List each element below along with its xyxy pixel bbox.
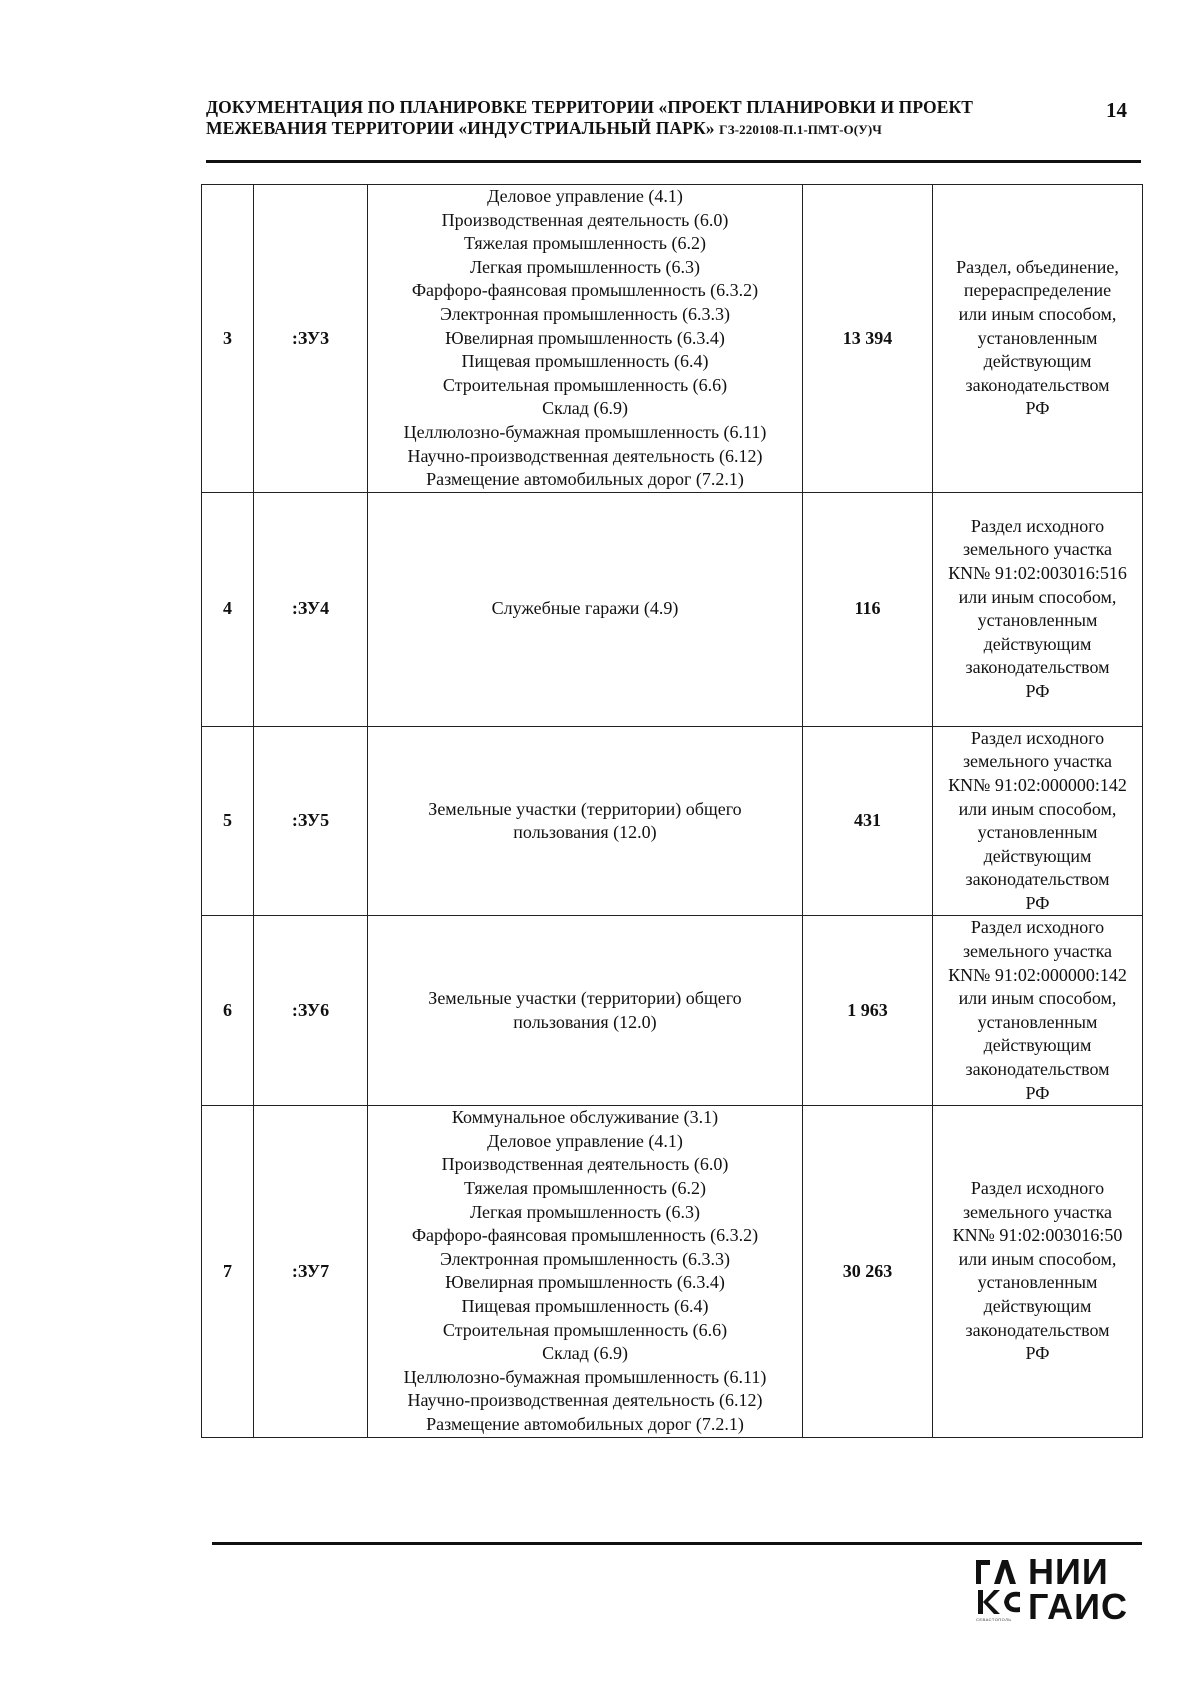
row-number: 7: [202, 1106, 254, 1437]
formation-method-line: установленным: [977, 1011, 1098, 1032]
land-plots-table-body: [202, 185, 1143, 1438]
permitted-use-list: [368, 726, 803, 916]
plot-area: 116: [803, 492, 933, 726]
logo-text: [1028, 1551, 1129, 1627]
plot-area: 30 263: [803, 1106, 933, 1437]
formation-method-line: РФ: [1025, 398, 1050, 419]
formation-method-line: земельного участка: [962, 941, 1113, 962]
page-number: 14: [1106, 98, 1127, 122]
permitted-use-item: Склад (6.9): [542, 398, 628, 419]
permitted-use-item: Ювелирная промышленность (6.3.4): [445, 327, 725, 348]
plot-code: :ЗУ3: [254, 185, 368, 493]
logo-text-bottom: ГАИС: [1028, 1586, 1129, 1627]
formation-method-line: законодательством: [965, 374, 1110, 395]
plot-code: :ЗУ6: [254, 916, 368, 1106]
formation-method: [933, 726, 1143, 916]
permitted-use-item: Научно-производственная деятельность (6.12): [407, 445, 763, 466]
formation-method-line: установленным: [977, 610, 1098, 631]
formation-method-line: КN№ 91:02:003016:516: [948, 563, 1127, 584]
table-row: [202, 492, 1143, 726]
formation-method-line: КN№ 91:02:003016:50: [952, 1225, 1123, 1246]
formation-method-line: Раздел исходного: [970, 727, 1105, 748]
formation-method-line: установленным: [977, 822, 1098, 843]
formation-method: [933, 185, 1143, 493]
formation-method-line: перераспределение: [963, 280, 1112, 301]
formation-method-line: законодательством: [965, 657, 1110, 678]
permitted-use-item: Деловое управление (4.1): [487, 1130, 683, 1151]
formation-method-line: или иным способом,: [958, 988, 1117, 1009]
formation-method-line: земельного участка: [962, 751, 1113, 772]
footer-divider: [212, 1542, 1142, 1545]
permitted-use-item: Склад (6.9): [542, 1343, 628, 1364]
table-row: [202, 916, 1143, 1106]
formation-method: [933, 916, 1143, 1106]
permitted-use-list: [368, 1106, 803, 1437]
header-divider: [206, 160, 1141, 163]
formation-method-line: земельного участка: [962, 539, 1113, 560]
table-row: [202, 185, 1143, 493]
permitted-use-item: Земельные участки (территории) общего: [428, 988, 742, 1009]
formation-method-line: или иным способом,: [958, 798, 1117, 819]
permitted-use-item: Деловое управление (4.1): [487, 186, 683, 206]
formation-method-line: КN№ 91:02:000000:142: [948, 774, 1127, 795]
document-title-line-1: ДОКУМЕНТАЦИЯ ПО ПЛАНИРОВКЕ ТЕРРИТОРИИ «ПРОЕКТ ПЛАНИРОВКИ И ПРОЕКТ: [206, 97, 974, 117]
formation-method-line: РФ: [1025, 892, 1050, 913]
permitted-use-item: Ювелирная промышленность (6.3.4): [445, 1272, 725, 1293]
page-header: [206, 97, 1106, 140]
formation-method-line: действующим: [983, 351, 1092, 372]
formation-method-line: Раздел исходного: [970, 1178, 1105, 1198]
formation-method: [933, 1106, 1143, 1437]
table-row: [202, 1106, 1143, 1437]
permitted-use-item: Фарфоро-фаянсовая промышленность (6.3.2): [411, 1225, 759, 1246]
permitted-use-item: Строительная промышленность (6.6): [442, 374, 728, 395]
permitted-use-item: Служебные гаражи (4.9): [491, 598, 679, 619]
plot-area: 431: [803, 726, 933, 916]
logo-text-top: НИИ: [1028, 1551, 1109, 1592]
permitted-use-item: Электронная промышленность (6.3.3): [439, 303, 731, 324]
permitted-use-list: [368, 492, 803, 726]
document-title-line-2: [206, 118, 1106, 140]
permitted-use-item: Производственная деятельность (6.0): [441, 209, 729, 230]
permitted-use-item: Тяжелая промышленность (6.2): [464, 1178, 706, 1198]
row-number: 4: [202, 492, 254, 726]
permitted-use-item: Пищевая промышленность (6.4): [461, 1295, 709, 1316]
permitted-use-item: Тяжелая промышленность (6.2): [464, 233, 706, 254]
permitted-use-item: Земельные участки (территории) общего: [428, 798, 742, 819]
permitted-use-item: пользования (12.0): [513, 1011, 657, 1032]
formation-method-line: РФ: [1025, 1343, 1050, 1364]
permitted-use-item: Электронная промышленность (6.3.3): [439, 1248, 731, 1269]
permitted-use-item: Размещение автомобильных дорог (7.2.1): [426, 469, 744, 490]
plot-area: 13 394: [803, 185, 933, 493]
permitted-use-item: Производственная деятельность (6.0): [441, 1154, 729, 1175]
plot-code: :ЗУ4: [254, 492, 368, 726]
permitted-use-item: Коммунальное обслуживание (3.1): [451, 1107, 719, 1128]
formation-method-line: КN№ 91:02:000000:142: [948, 964, 1127, 985]
formation-method-line: Раздел, объединение,: [956, 256, 1119, 277]
plot-code: :ЗУ7: [254, 1106, 368, 1437]
formation-method-line: действующим: [983, 1295, 1092, 1316]
row-number: 3: [202, 185, 254, 493]
permitted-use-item: Целлюлозно-бумажная промышленность (6.11): [403, 1366, 767, 1387]
document-title-line-2-text: МЕЖЕВАНИЯ ТЕРРИТОРИИ «ИНДУСТРИАЛЬНЫЙ ПАРК»: [206, 118, 720, 138]
formation-method-line: законодательством: [965, 1059, 1110, 1080]
plot-area: 1 963: [803, 916, 933, 1106]
nii-gais-logo: [976, 1551, 1146, 1627]
permitted-use-item: Строительная промышленность (6.6): [442, 1319, 728, 1340]
formation-method-line: или иным способом,: [958, 303, 1117, 324]
permitted-use-item: Фарфоро-фаянсовая промышленность (6.3.2): [411, 280, 759, 301]
permitted-use-item: Размещение автомобильных дорог (7.2.1): [426, 1413, 744, 1434]
logo-subtitle: СЕВАСТОПОЛЬ: [976, 1617, 1012, 1622]
formation-method-line: или иным способом,: [958, 1248, 1117, 1269]
formation-method-line: законодательством: [965, 1319, 1110, 1340]
formation-method-line: Раздел исходного: [970, 917, 1105, 938]
permitted-use-list: [368, 916, 803, 1106]
table-row: [202, 726, 1143, 916]
permitted-use-item: Пищевая промышленность (6.4): [461, 351, 709, 372]
row-number: 5: [202, 726, 254, 916]
formation-method-line: установленным: [977, 1272, 1098, 1293]
row-number: 6: [202, 916, 254, 1106]
formation-method: [933, 492, 1143, 726]
logo-mark-icon: [976, 1558, 1022, 1616]
plot-code: :ЗУ5: [254, 726, 368, 916]
permitted-use-item: Целлюлозно-бумажная промышленность (6.11): [403, 421, 767, 442]
formation-method-line: действующим: [983, 845, 1092, 866]
formation-method-line: РФ: [1025, 681, 1050, 701]
formation-method-line: Раздел исходного: [970, 515, 1105, 536]
formation-method-line: или иным способом,: [958, 586, 1117, 607]
formation-method-line: установленным: [977, 327, 1098, 348]
formation-method-line: действующим: [983, 633, 1092, 654]
land-plots-table: [201, 184, 1143, 1438]
formation-method-line: земельного участка: [962, 1201, 1113, 1222]
permitted-use-item: Легкая промышленность (6.3): [469, 1201, 701, 1222]
permitted-use-item: пользования (12.0): [513, 822, 657, 843]
formation-method-line: действующим: [983, 1035, 1092, 1056]
document-code: ГЗ-220108-П.1-ПМТ-О(У)Ч: [719, 122, 882, 137]
permitted-use-item: Легкая промышленность (6.3): [469, 256, 701, 277]
permitted-use-item: Научно-производственная деятельность (6.12): [407, 1390, 763, 1411]
permitted-use-list: [368, 185, 803, 493]
formation-method-line: законодательством: [965, 869, 1110, 890]
document-title: [206, 97, 1106, 140]
formation-method-line: РФ: [1025, 1082, 1050, 1103]
